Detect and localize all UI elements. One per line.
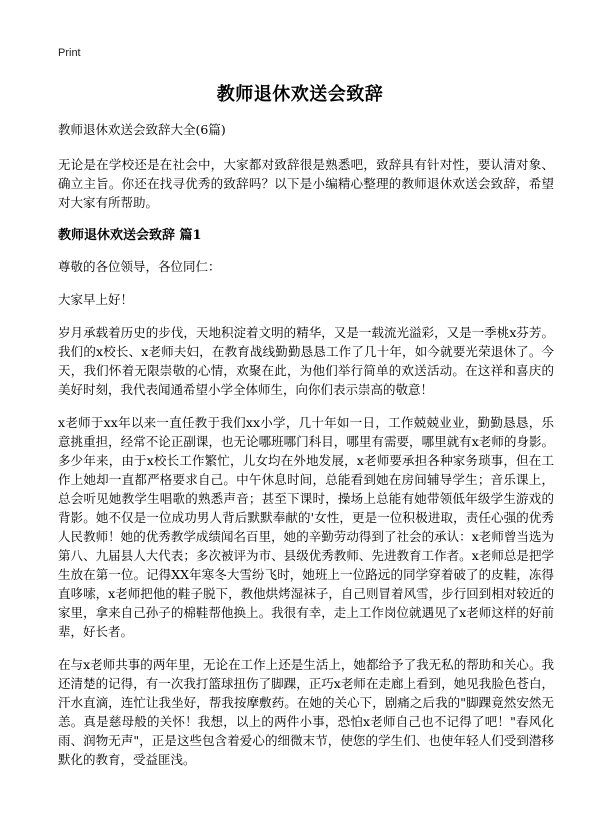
paragraph-salutation: 尊敬的各位领导，各位同仁： — [58, 259, 221, 274]
document-body — [58, 120, 554, 783]
intro-paragraph: 无论是在学校还是在社会中，大家都对致辞很是熟悉吧，致辞具有针对性，要认清对象、确立主旨。你还在找寻优秀的致辞吗？以下是小编精心整理的教师退休欢送会致辞，希望对大家有所帮助。 — [58, 157, 554, 210]
paragraph-opening: 岁月承载着历史的步伐，天地积淀着文明的精华，又是一载流光溢彩，又是一季桃x芬芳。我们的x校长、x老师夫妇，在教育战线勤勤恳恳工作了几十年，如今就要光荣退休了。今天，我们怀着无限崇敬的心情，欢聚在此，为他们举行简单的欢送活动。在这祥和喜庆的美好时刻，我代表闻通希望小学全体师生，向你们表示崇高的敬意！ — [58, 325, 554, 397]
section-heading: 教师退休欢送会致辞 篇1 — [58, 228, 202, 243]
paragraph-teacher-story: x老师于xx年以来一直任教于我们xx小学，几十年如一日，工作兢兢业业，勤勤恳恳，乐意挑重担，经常不论正副课，也无论哪班哪门科目，哪里有需要，哪里就有x老师的身影。多少年来，由于x校长工作繁忙，儿女均在外地发展，x老师要承担各种家务琐事，但在工作上她却一直都严格要求自己。中午休息时间，总能看到她在房间辅导学生；音乐课上，总会听见她教学生唱歌的熟悉声音；甚至下课时，操场上总能有她带领低年级学生游戏的背影。她不仅是一位成功男人背后默默奉献的'女性，更是一位积极进取，责任心强的优秀人民教师！她的优秀教学成绩闻名百里，她的辛勤劳动得到了社会的承认：x老师曾当选为第八、九届县人大代表；多次被评为市、县级优秀教师、先进教育工作者。x老师总是把学生放在第一位。记得XX年寒冬大雪纷飞时，她班上一位路远的同学穿着破了的皮鞋，冻得直哆嗦，x老师把他的鞋子脱下，教他烘烤湿袜子，自己则冒着风雪，步行回到相对较近的家里，拿来自己孙子的棉鞋帮他换上。我很有幸，走上工作岗位就遇见了x老师这样的好前辈，好长者。 — [58, 415, 554, 639]
paragraph-colleague-memory: 在与x老师共事的两年里，无论在工作上还是生活上，她都给予了我无私的帮助和关心。我还清楚的记得，有一次我打篮球扭伤了脚踝，正巧x老师在走廊上看到，她见我脸色苍白，汗水直滴，连忙让我坐好，帮我按摩敷药。在她的关心下，剧痛之后我的"脚踝竟然安然无恙。真是慈母般的关怀！我想，以上的两件小事，恐怕x老师自己也不记得了吧！"春风化雨、润物无声"，正是这些包含着爱心的细微末节，使您的学生们、也使年轻人们受到潜移默化的教育，受益匪浅。 — [58, 657, 554, 767]
paragraph-greeting: 大家早上好！ — [58, 292, 134, 307]
document-title: 教师退休欢送会致辞 — [216, 84, 384, 105]
print-label: Print — [58, 47, 81, 59]
document-subtitle: 教师退休欢送会致辞大全(6篇) — [58, 122, 226, 137]
